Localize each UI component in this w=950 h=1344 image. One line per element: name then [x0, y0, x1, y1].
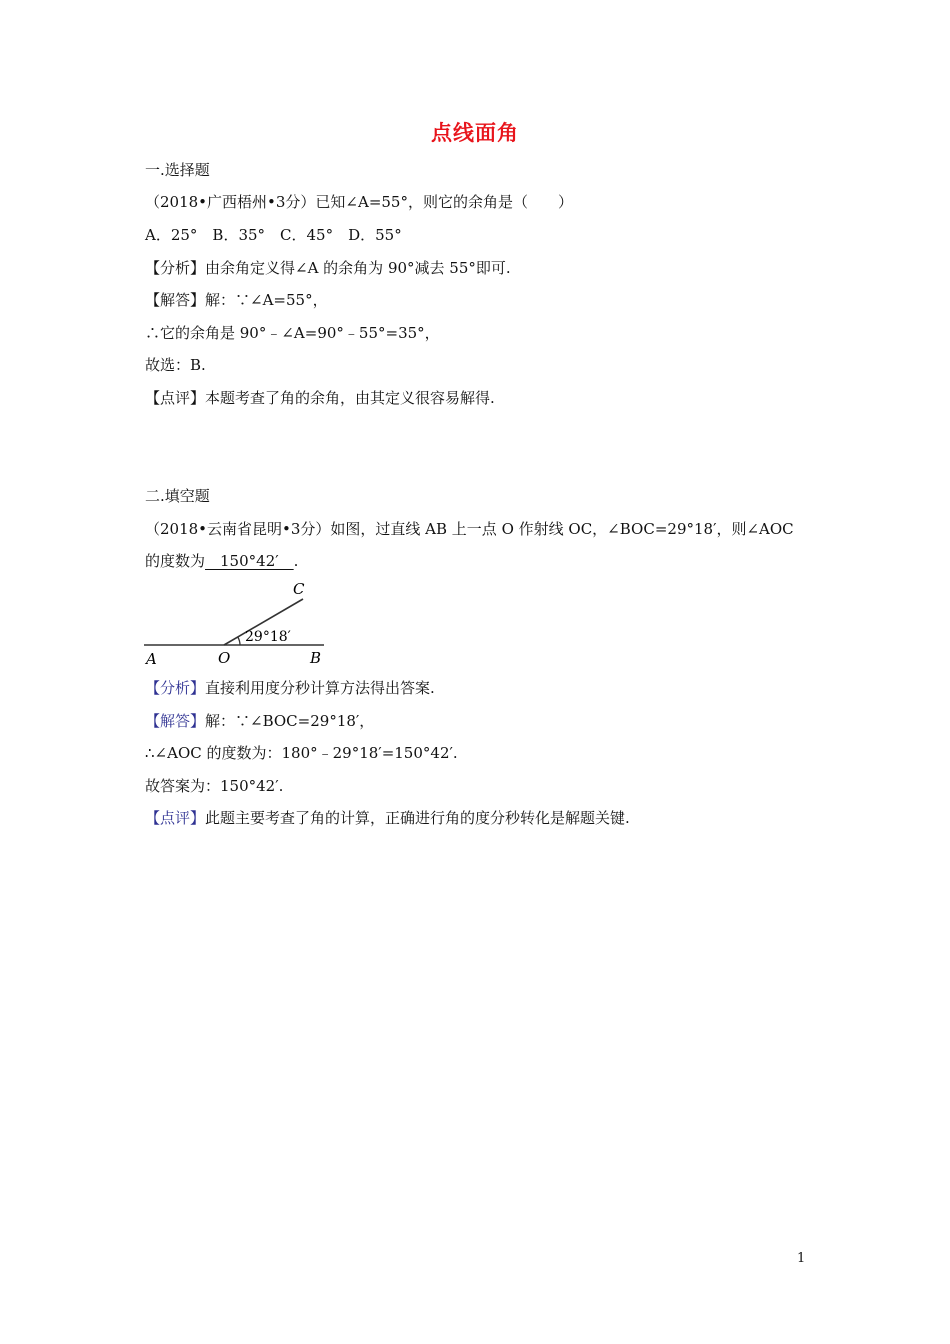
comment-text: 此题主要考查了角的计算，正确进行角的度分秒转化是解题关键. [205, 809, 630, 827]
answer-blank: 150°42′ [205, 552, 294, 570]
comment-1 [145, 388, 495, 408]
question-1-options: A．25° B．35° C．45° D．55° [145, 226, 402, 244]
label-a: A [146, 650, 157, 668]
analysis-text: 由余角定义得∠A 的余角为 90°减去 55°即可. [205, 259, 511, 277]
answer-2 [145, 711, 374, 731]
angle-label: 29°18′ [245, 629, 291, 645]
analysis-2 [145, 678, 435, 698]
question-2-line1: （2018•云南省昆明•3分）如图，过直线 AB 上一点 O 作射线 OC，∠BOC=29°18′，则∠AOC [145, 520, 794, 538]
answer-text: 解：∵∠BOC=29°18′， [205, 712, 375, 730]
answer-2-step2: 故答案为：150°42′. [145, 777, 284, 795]
label-b: B [310, 649, 322, 667]
analysis-tag: 【分析】 [145, 679, 206, 697]
label-c: C [293, 580, 305, 598]
answer-tag: 【解答】 [145, 712, 206, 730]
analysis-tag: 【分析】 [145, 259, 206, 277]
page-title: 点线面角 [431, 121, 519, 145]
answer-tag: 【解答】 [145, 291, 206, 309]
question-text: 的度数为 [145, 552, 206, 570]
comment-tag: 【点评】 [145, 809, 206, 827]
answer-1-step1: ∴它的余角是 90°﹣∠A=90°﹣55°=35°， [145, 324, 440, 342]
question-2-line2 [145, 551, 298, 571]
answer-text: 解：∵∠A=55°， [205, 291, 328, 309]
answer-1 [145, 290, 328, 310]
answer-1-step2: 故选：B. [145, 356, 206, 374]
analysis-1 [145, 258, 511, 278]
question-1: （2018•广西梧州•3分）已知∠A=55°，则它的余角是（ ） [145, 193, 573, 211]
angle-figure [140, 575, 340, 670]
angle-arc [238, 637, 240, 645]
analysis-text: 直接利用度分秒计算方法得出答案. [205, 679, 435, 697]
question-text-end: . [293, 552, 299, 570]
section-heading-choice: 一.选择题 [145, 161, 210, 179]
comment-text: 本题考查了角的余角，由其定义很容易解得. [205, 389, 495, 407]
label-o: O [218, 649, 231, 667]
page-number: 1 [797, 1251, 806, 1266]
section-heading-fill: 二.填空题 [145, 487, 210, 505]
comment-2 [145, 808, 630, 828]
comment-tag: 【点评】 [145, 389, 206, 407]
answer-2-step1: ∴∠AOC 的度数为：180°﹣29°18′=150°42′. [145, 744, 458, 762]
